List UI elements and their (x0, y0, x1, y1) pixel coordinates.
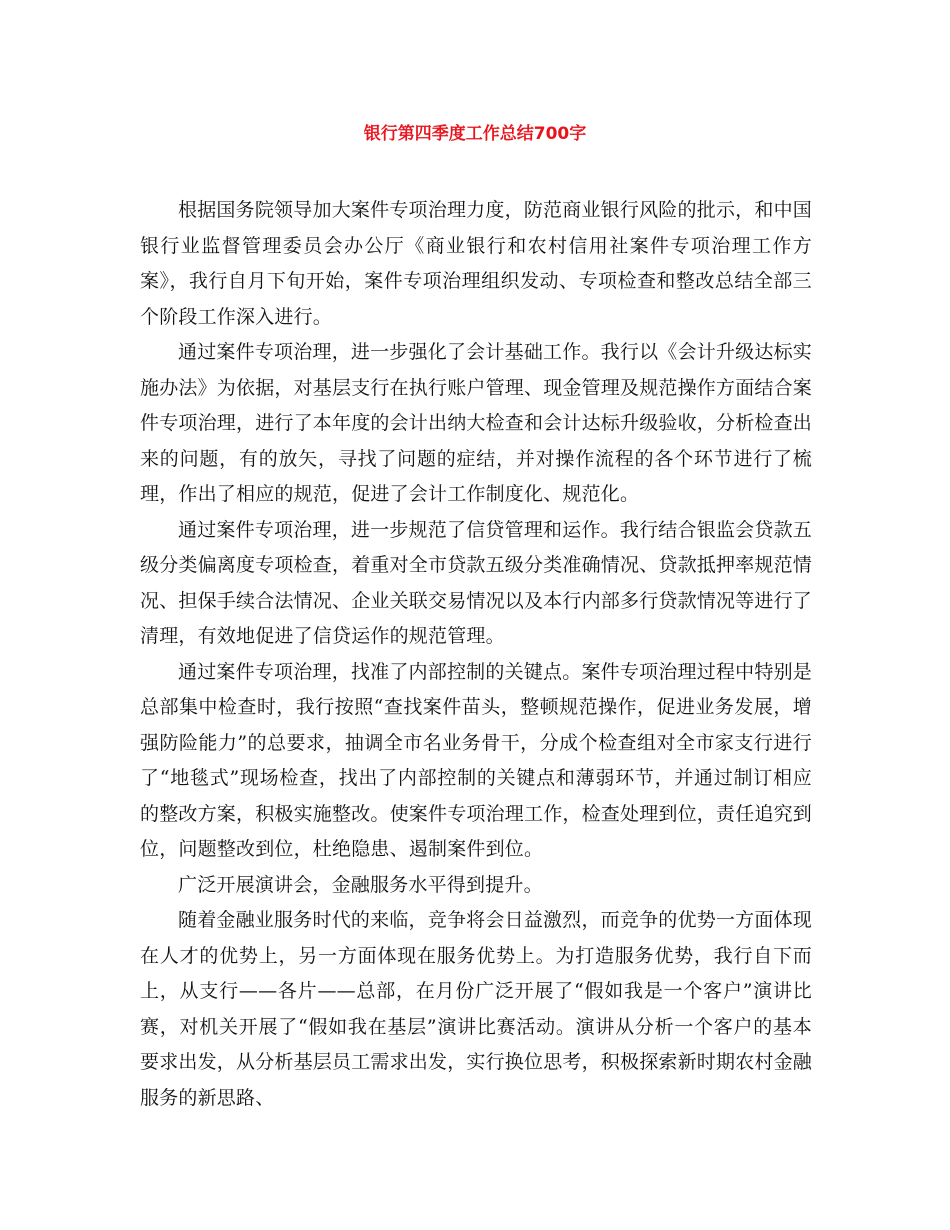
paragraph-3: 通过案件专项治理，进一步规范了信贷管理和运作。我行结合银监会贷款五级分类偏离度专项检查，着重对全市贷款五级分类准确情况、贷款抵押率规范情况、担保手续合法情况、企业关联交易情况以及本行内部多行贷款情况等进行了清理，有效地促进了信贷运作的规范管理。 (140, 518, 813, 647)
paragraph-5: 广泛开展演讲会，金融服务水平得到提升。 (178, 873, 543, 896)
document-body (140, 193, 812, 1116)
paragraph-2: 通过案件专项治理，进一步强化了会计基础工作。我行以《会计升级达标实施办法》为依据，对基层支行在执行账户管理、现金管理及规范操作方面结合案件专项治理，进行了本年度的会计出纳大检查和会计达标升级验收，分析检查出来的问题，有的放矢，寻找了问题的症结，并对操作流程的各个环节进行了梳理，作出了相应的规范，促进了会计工作制度化、规范化。 (140, 341, 813, 505)
paragraph-1: 根据国务院领导加大案件专项治理力度，防范商业银行风险的批示，和中国银行业监督管理委员会办公厅《商业银行和农村信用社案件专项治理工作方案》，我行自月下旬开始，案件专项治理组织发动、专项检查和整改总结全部三个阶段工作深入进行。 (140, 199, 812, 328)
paragraph-6: 随着金融业服务时代的来临，竞争将会日益激烈，而竞争的优势一方面体现在人才的优势上，另一方面体现在服务优势上。为打造服务优势，我行自下而上，从支行——各片——总部，在月份广泛开展了“假如我是一个客户”演讲比赛，对机关开展了“假如我在基层”演讲比赛活动。演讲从分析一个客户的基本要求出发，从分析基层员工需求出发，实行换位思考，积极探索新时期农村金融服务的新思路、 (140, 909, 813, 1109)
document-title: 银行第四季度工作总结700字 (363, 124, 587, 144)
paragraph-4: 通过案件专项治理，找准了内部控制的关键点。案件专项治理过程中特别是总部集中检查时，我行按照“查找案件苗头，整顿规范操作，促进业务发展，增强防险能力”的总要求，抽调全市名业务骨干，分成个检查组对全市家支行进行了“地毯式”现场检查，找出了内部控制的关键点和薄弱环节，并通过制订相应的整改方案，积极实施整改。使案件专项治理工作，检查处理到位，责任追究到位，问题整改到位，杜绝隐患、遏制案件到位。 (140, 660, 813, 860)
